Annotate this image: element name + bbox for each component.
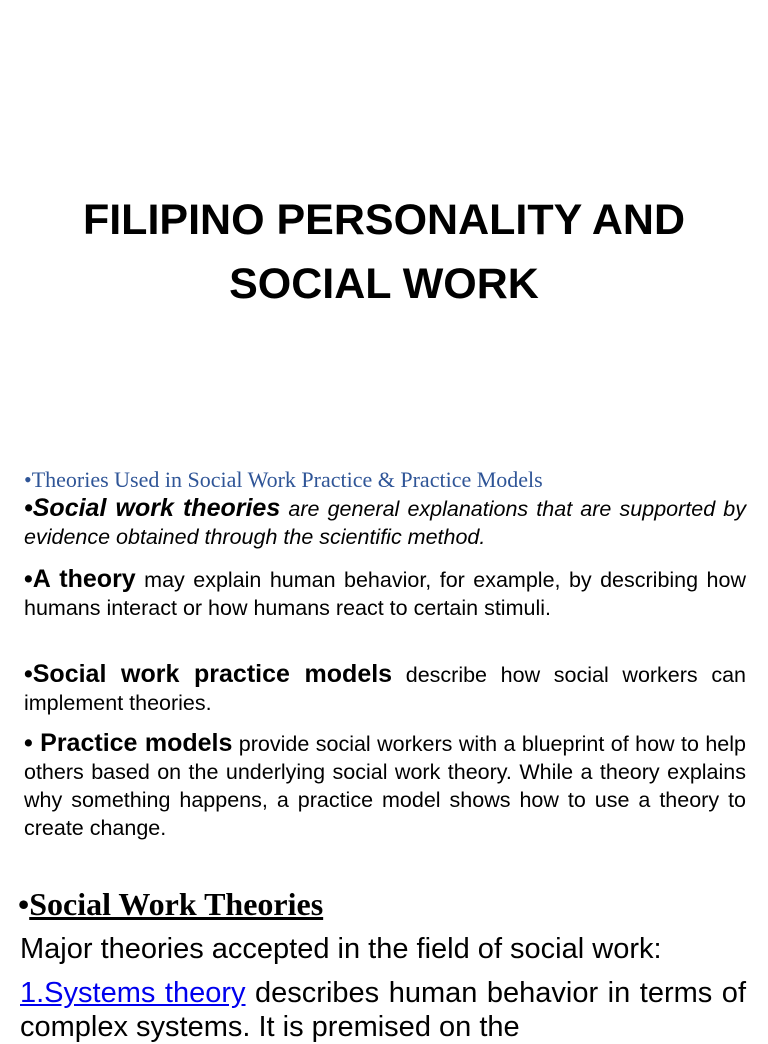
systems-theory-link[interactable]: 1.Systems theory [20, 977, 246, 1009]
paragraph-lead: •Social work theories [24, 494, 281, 522]
paragraph-text: provide social workers with a blueprint of how to help others based on the underlying social work theory. While a theory explains why something happens, a practice model shows how to use a theory to create change. [24, 732, 746, 840]
paragraph-lead: •Social work practice models [24, 660, 393, 688]
systems-theory-paragraph [20, 976, 746, 1044]
title-line-2: SOCIAL WORK [229, 260, 539, 308]
paragraph-a-theory [24, 565, 746, 622]
title-line-1: FILIPINO PERSONALITY AND [82, 196, 686, 244]
section-heading-text: Social Work Theories [29, 886, 324, 922]
section-heading [18, 884, 323, 924]
paragraph-practice-models-description [24, 660, 746, 717]
paragraph-practice-models-blueprint [24, 729, 746, 842]
systems-theory-text: describes human behavior in terms of complex systems. It is premised on the [20, 977, 746, 1043]
paragraph-text: are general explanations that are supported by evidence obtained through the scientific method. [24, 497, 746, 549]
paragraph-text: describe how social workers can implement theories. [24, 663, 747, 715]
paragraph-text: may explain human behavior, for example, by describing how humans interact or how humans react to certain stimuli. [24, 568, 746, 620]
document-title [0, 188, 768, 316]
major-theories-intro: Major theories accepted in the field of social work: [20, 933, 662, 965]
paragraph-social-work-theories [24, 494, 746, 551]
paragraph-lead: •A theory [24, 565, 136, 593]
paragraph-lead: • Practice models [24, 729, 233, 757]
section-bullet: • [18, 886, 30, 922]
subheading: •Theories Used in Social Work Practice & Practice Models [24, 467, 543, 492]
